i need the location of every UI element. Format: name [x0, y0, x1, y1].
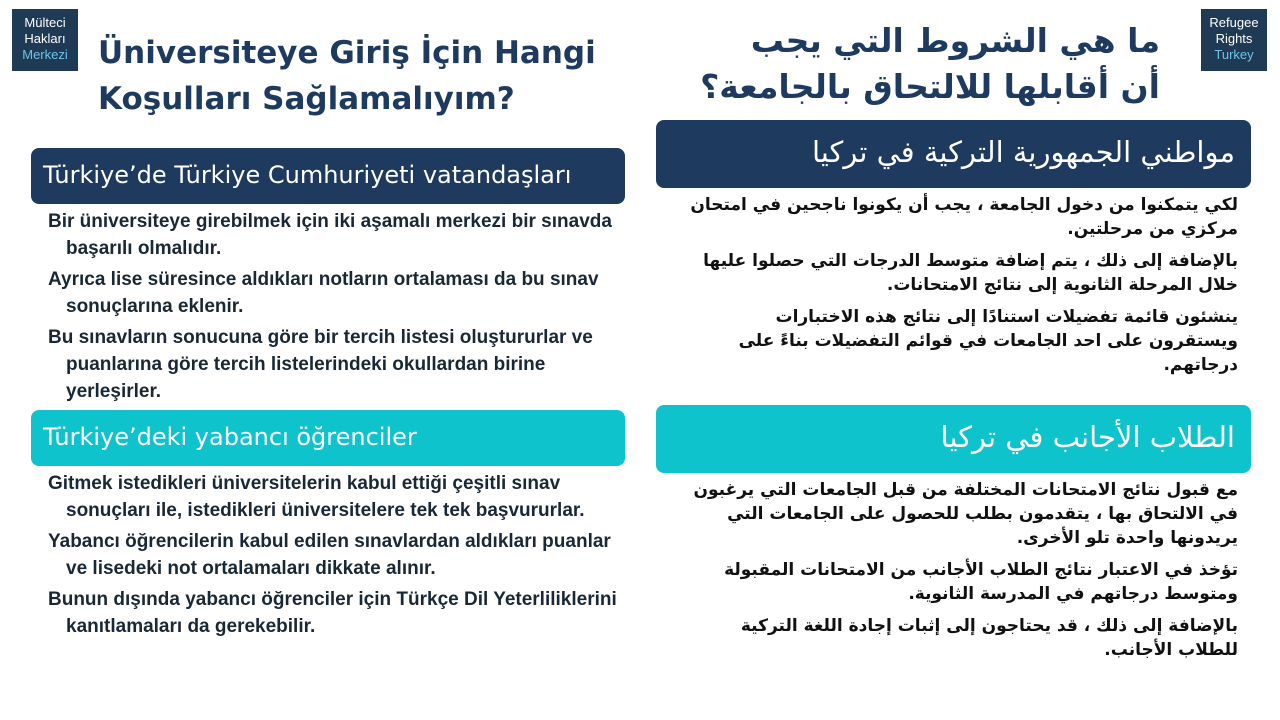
section-header-citizens-tr: Türkiye’de Türkiye Cumhuriyeti vatandaşları [31, 148, 625, 204]
list-item: بالإضافة إلى ذلك ، قد يحتاجون إلى إثبات إجادة اللغة التركية للطلاب الأجانب. [740, 616, 1238, 660]
logo-muelteci-haklari [12, 9, 78, 71]
citizens-list-tr [48, 208, 620, 409]
list-item: تؤخذ في الاعتبار نتائج الطلاب الأجانب من الامتحانات المقبولة ومتوسط درجاتهم في المدرسة الثانوية. [724, 560, 1238, 604]
list-item: بالإضافة إلى ذلك ، يتم إضافة متوسط الدرجات التي حصلوا عليها خلال المرحلة الثانوية إلى نتائج الامتحانات. [703, 251, 1238, 295]
section-header-citizens-ar: مواطني الجمهورية التركية في تركيا [656, 120, 1251, 188]
list-item: Yabancı öğrencilerin kabul edilen sınavlardan aldıkları puanlar ve lisedeki not ortalamaları dikkate alınır. [48, 531, 611, 579]
foreign-list-tr [48, 470, 620, 644]
page-title-turkish: Üniversiteye Giriş İçin Hangi Koşulları Sağlamalıyım? [98, 35, 596, 117]
list-item: Bir üniversiteye girebilmek için iki aşamalı merkezi bir sınavda başarılı olmalıdır. [48, 211, 612, 259]
logo-right-line3: Turkey [1214, 47, 1254, 62]
list-item: Gitmek istedikleri üniversitelerin kabul ettiği çeşitli sınav sonuçları ile, istedikleri üniversitelere tek tek başvururlar. [48, 473, 585, 521]
foreign-list-ar [690, 478, 1238, 670]
list-item: ينشئون قائمة تفضيلات استنادًا إلى نتائج هذه الاختبارات ويستقرون على احد الجامعات في قوائم التفضيلات بناءً على درجاتهم. [738, 307, 1238, 375]
page-title-arabic: ما هي الشروط التي يجب أن أقابلها للالتحاق بالجامعة؟ [700, 21, 1160, 106]
list-item: لكي يتمكنوا من دخول الجامعة ، يجب أن يكونوا ناجحين في امتحان مركزي من مرحلتين. [690, 195, 1238, 239]
logo-right-line1: Refugee [1209, 15, 1259, 30]
logo-right-line2: Rights [1215, 31, 1253, 46]
section-header-foreign-tr: Türkiye’deki yabancı öğrenciler [31, 410, 625, 466]
list-item: Bu sınavların sonucuna göre bir tercih listesi oluştururlar ve puanlarına göre tercih listelerindeki okullardan birine yerleşirler. [48, 327, 593, 402]
logo-refugee-rights [1201, 9, 1267, 71]
list-item: Bunun dışında yabancı öğrenciler için Türkçe Dil Yeterliliklerini kanıtlamaları da gerekebilir. [48, 589, 617, 637]
logo-left-line1: Mülteci [24, 15, 66, 30]
logo-left-line2: Hakları [24, 31, 66, 46]
citizens-list-ar [690, 193, 1238, 385]
list-item: Ayrıca lise süresince aldıkları notların ortalaması da bu sınav sonuçlarına eklenir. [48, 269, 599, 317]
section-header-foreign-ar: الطلاب الأجانب في تركيا [656, 405, 1251, 473]
logo-left-line3: Merkezi [22, 47, 68, 62]
list-item: مع قبول نتائج الامتحانات المختلفة من قبل الجامعات التي يرغبون في الالتحاق بها ، يتقدمون بطلب للحصول على الجامعات التي يريدونها واحدة تلو الأخرى. [693, 480, 1238, 548]
